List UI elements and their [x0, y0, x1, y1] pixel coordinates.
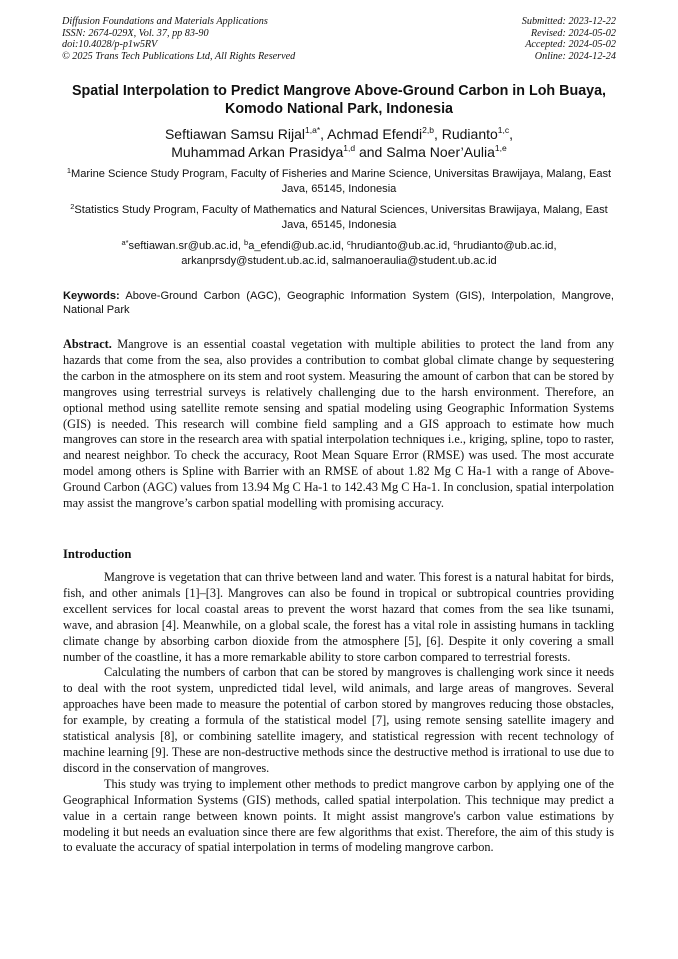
issn-line: ISSN: 2674-029X, Vol. 37, pp 83-90 [62, 27, 209, 39]
section-heading-introduction: Introduction [63, 547, 132, 561]
paragraph: This study was trying to implement other methods to predict mangrove carbon by applying one of the Geographical Information Systems (GIS) methods, called spatial interpolation. This technique may predict a value in a certain range between known points. It might assist mangrove's carbon value estimations by modeling it but needs an evaluation since there are few algorithms that exist. Therefore, the aim of this study is to evaluate the accuracy of spatial interpolation in terms of modeling mangrove carbon. [63, 776, 614, 855]
author-separator: , [433, 126, 442, 142]
paragraph: Calculating the numbers of carbon that can be stored by mangroves is challenging work since it needs to deal with the root system, unpredicted tidal level, wild animals, and large areas of mangroves. Several approaches have been made to measure the potential of carbon stored by mangroves reducing those obstacles, for example, by creating a formula of the statistical model [7], using remote sensing satellite imagery and statistical analysis [8], or combining satellite imagery, and statistical regression with recent technology of machine learning [9]. These are non-destructive methods since the destructive method is irrational to use due to discord in the conservation of mangroves. [63, 665, 614, 775]
author-name: Salma Noer’Aulia [386, 144, 495, 160]
keywords-label: Keywords: [63, 290, 120, 302]
author-affil-mark: 2,b [422, 125, 434, 135]
journal-name: Diffusion Foundations and Materials Applications [62, 16, 268, 27]
keywords-text: Above-Ground Carbon (AGC), Geographic Information System (GIS), Interpolation, Mangrove, National Park [63, 290, 614, 316]
author-name: Seftiawan Samsu Rijal [164, 126, 306, 142]
accepted-date: Accepted: 2024-05-02 [525, 39, 616, 51]
author-list [62, 125, 616, 161]
submitted-date: Submitted: 2023-12-22 [521, 16, 616, 27]
author-affil-mark: 1,e [494, 143, 507, 153]
author-affil-mark: 1,a* [305, 125, 321, 135]
author-affil-mark: 1,d [343, 143, 356, 153]
author-name: Rudianto [441, 126, 498, 142]
author-separator: , [509, 126, 514, 142]
email-mark: a* [121, 238, 129, 247]
affiliation-text: Statistics Study Program, Faculty of Mathematics and Natural Sciences, Universitas Brawijaya, Malang, East Java, 65145, Indonesia [74, 204, 608, 231]
email-mark: c [453, 238, 458, 247]
affiliation-1 [62, 167, 616, 196]
email-address[interactable]: hrudianto@ub.ac.id, [350, 240, 454, 252]
email-list [62, 239, 616, 268]
paper-title: Spatial Interpolation to Predict Mangrove Above-Ground Carbon in Loh Buaya, Komodo National Park, Indonesia [71, 83, 607, 117]
header-left [62, 16, 295, 62]
paragraph: Mangrove is vegetation that can thrive between land and water. This forest is a natural habitat for birds, fish, and other animals [1]–[3]. Mangroves can also be found in tropical or subtropical countries providing excellent services for local coastal areas to prevent the worst hazard that comes from the sea like tsunami, wave, and abrasion [4]. Meanwhile, on a global scale, the forest has a vital role in assisting humans in tackling climate change by absorbing carbon dioxide from the atmosphere [5], [6]. Despite it only covering a small number of the coastline, it has a more remarkable ability to store carbon compared to terrestrial forests. [63, 570, 614, 664]
email-address[interactable]: seftiawan.sr@ub.ac.id, [128, 240, 245, 252]
affiliation-mark: 1 [66, 166, 72, 175]
email-mark: c [347, 238, 351, 247]
abstract-label: Abstract. [63, 337, 112, 351]
affiliation-2 [62, 203, 616, 232]
header-right [522, 16, 616, 62]
email-mark: b [244, 238, 249, 247]
author-name: Muhammad Arkan Prasidya [171, 144, 344, 160]
keywords-block [63, 289, 614, 317]
author-name: Achmad Efendi [327, 126, 423, 142]
email-address[interactable]: arkanprsdy@student.ub.ac.id, salmanoeraulia@student.ub.ac.id [181, 254, 497, 267]
introduction-body [63, 570, 614, 856]
affiliation-text: Marine Science Study Program, Faculty of Fisheries and Marine Science, Universitas Brawijaya, Malang, East Java, 65145, Indonesia [71, 168, 612, 195]
online-date: Online: 2024-12-24 [534, 50, 616, 62]
revised-date: Revised: 2024-05-02 [530, 27, 616, 39]
doi-line[interactable]: doi:10.4028/p-p1w5RV [62, 39, 158, 51]
author-conjunction: and [355, 144, 387, 160]
abstract-text: Mangrove is an essential coastal vegetation with multiple abilities to protect the land from any hazards that come from the sea, also provides a contribution to combat global climate change by sequestering the carbon in the atmosphere on its stem and root system. Measuring the amount of carbon that can be stored by mangroves using terrestrial surveys is relatively challenging due to the harsh environment. Therefore, an optional method using satellite remote sensing and spatial modeling using Geographic Information Systems (GIS) is needed. This research will combine field sampling and a GIS approach to estimate how much mangroves can store in the research area with spatial interpolation techniques i.e., kriging, spline, topo to raster, and nearest neighbor. To check the accuracy, Root Mean Square Error (RMSE) was used. The most accurate model among others is Spline with Barrier with an RMSE of about 1.82 Mg C Ha-1 with a range of Above-Ground Carbon (AGC) values from 13.94 Mg C Ha-1 to 142.43 Mg C Ha-1. In conclusion, spatial interpolation may assist the mangrove’s carbon spatial modelling with promising accuracy. [63, 337, 614, 511]
affiliation-mark: 2 [70, 202, 75, 211]
author-affil-mark: 1,c [497, 125, 510, 135]
email-address[interactable]: hrudianto@ub.ac.id, [457, 240, 557, 252]
email-address[interactable]: a_efendi@ub.ac.id, [248, 240, 348, 252]
author-separator: , [320, 126, 328, 142]
abstract-block [63, 337, 614, 512]
copyright-line: © 2025 Trans Tech Publications Ltd, All Rights Reserved [62, 50, 296, 62]
